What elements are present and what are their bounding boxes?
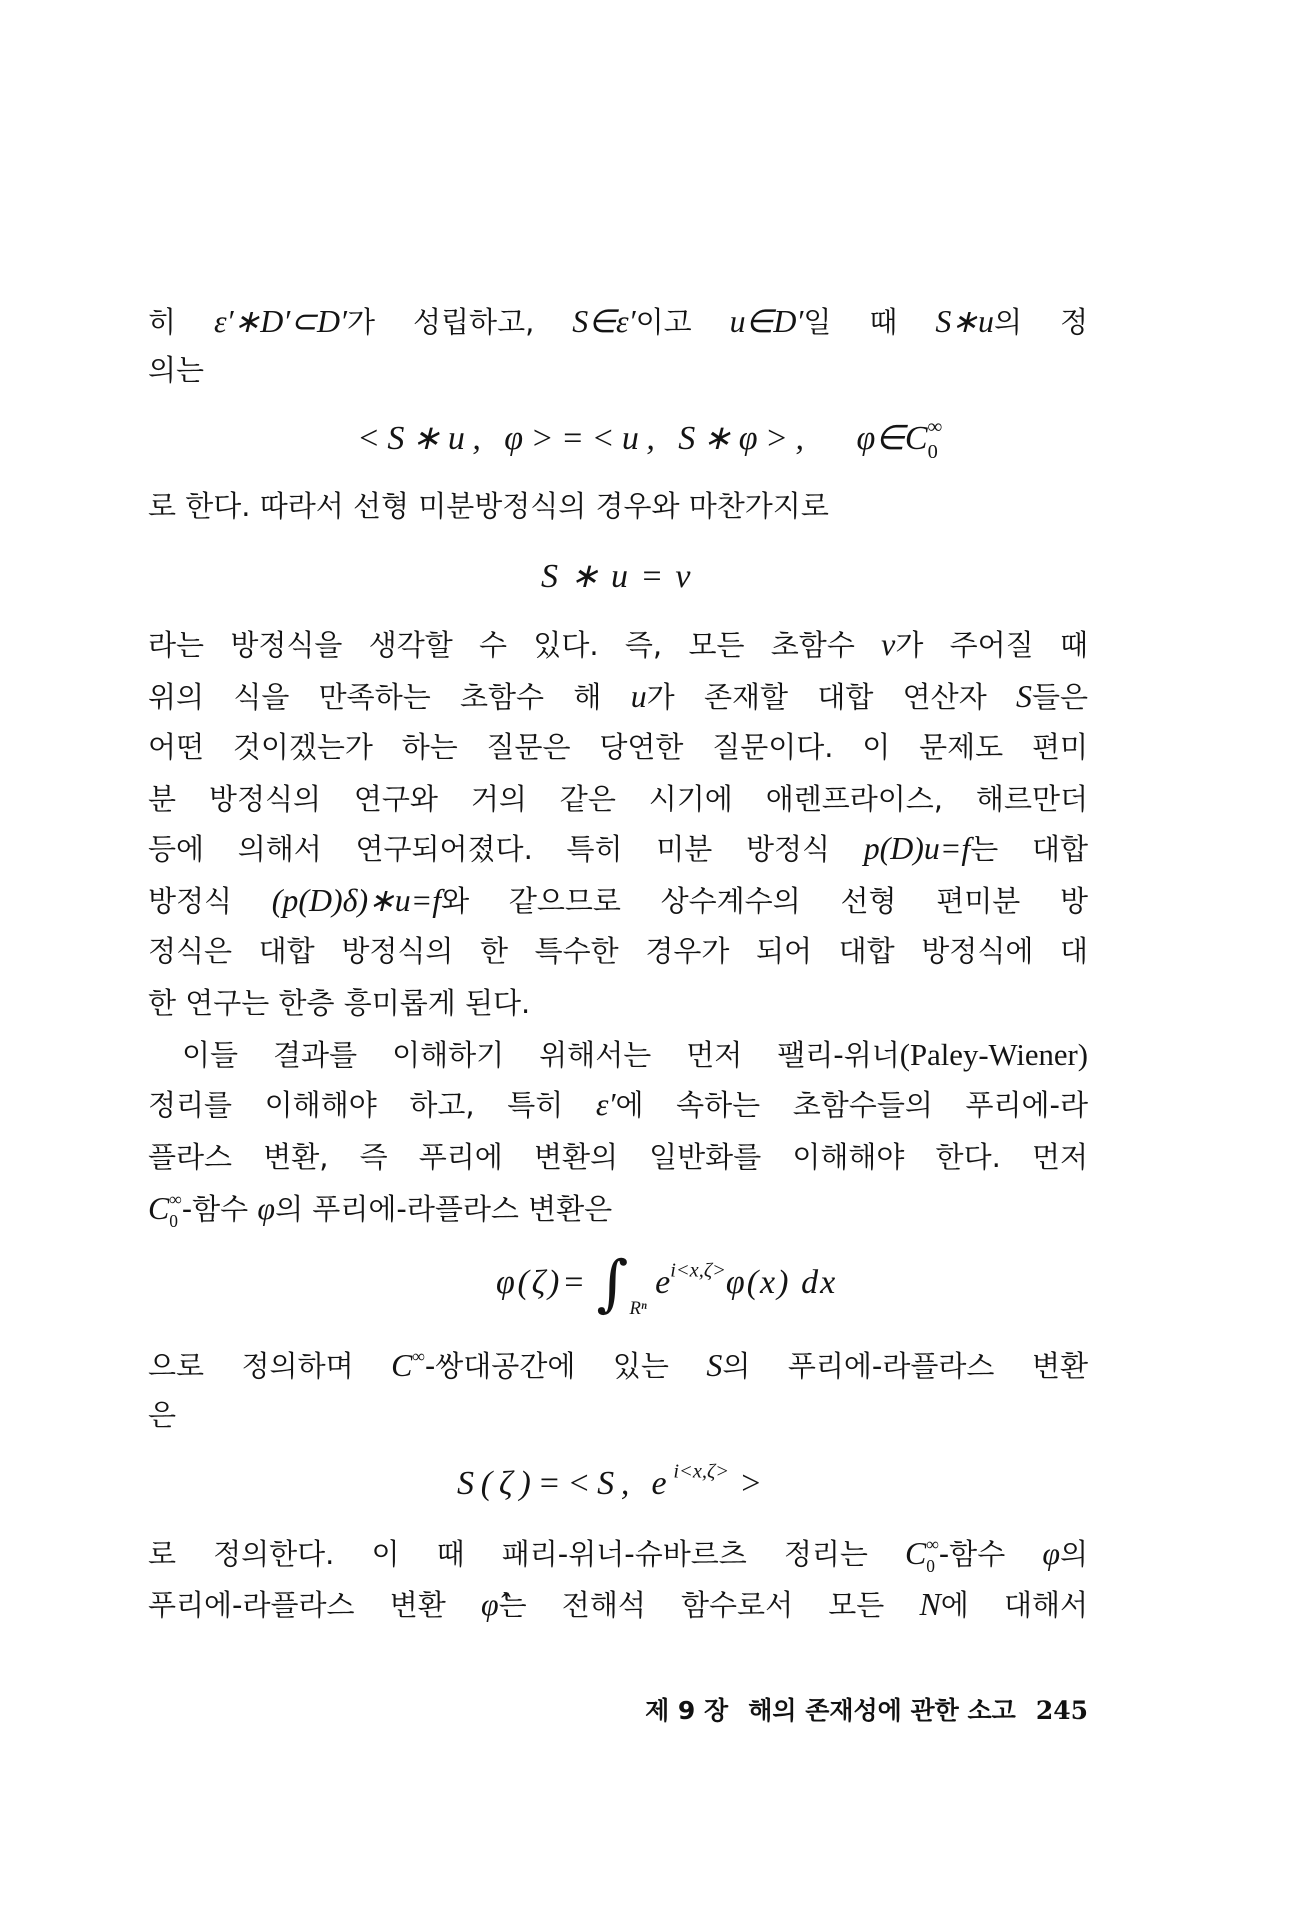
- text-run: 는 전해석 함수로서 모든: [498, 1588, 920, 1622]
- text-run: 라는 방정식을 생각할 수 있다. 즉, 모든 초함수: [148, 628, 882, 662]
- math-run: S(ζ)=<S, e: [457, 1465, 674, 1502]
- math-run: C: [905, 1536, 927, 1571]
- text-run: 위의 식을 만족하는 초함수 해: [148, 680, 631, 714]
- text-run: 의: [1059, 1537, 1088, 1571]
- display-equation: [457, 1459, 762, 1507]
- text-run: 분 방정식의 연구와 거의 같은 시기에 애렌프라이스, 해르만더: [148, 782, 1088, 816]
- text-run: 이들 결과를 이해하기 위해서는 먼저 팰리-위너: [182, 1038, 900, 1072]
- text-run: 에 대해서: [940, 1588, 1089, 1622]
- text-run: 로 한다. 따라서 선형 미분방정식의 경우와 마찬가지로: [148, 489, 829, 523]
- math-run: N: [919, 1587, 941, 1622]
- text-run: -쌍대공간에 있는: [424, 1349, 707, 1383]
- page-number: 245: [1035, 1696, 1088, 1725]
- text-run: 의 푸리에-라플라스 변환은: [275, 1192, 613, 1226]
- text-line: [148, 486, 1088, 526]
- text-run: 푸리에-라플라스 변환: [148, 1588, 481, 1622]
- text-run: 로 정의한다. 이 때 패리-위너-슈바르츠 정리는: [148, 1537, 906, 1571]
- integral-limit: Rⁿ: [629, 1297, 647, 1319]
- chapter-label: 제 9 장: [645, 1696, 729, 1725]
- text-run: 정식은 대합 방정식의 한 특수한 경우가 되어 대합 방정식에 대: [148, 934, 1088, 968]
- text-line: [148, 1085, 1088, 1125]
- text-run: 에 속하는 초함수들의 푸리에-라: [615, 1088, 1088, 1122]
- integral-sign: ∫: [596, 1248, 629, 1320]
- text-line: [148, 1346, 1088, 1386]
- text-run: 의 푸리에-라플라스 변환: [722, 1349, 1088, 1383]
- text-run: 어떤 것이겠는가 하는 질문은 당연한 질문이다. 이 문제도 편미: [148, 730, 1088, 764]
- math-run: φ∈C: [856, 420, 928, 457]
- subscript: 0: [926, 1555, 935, 1576]
- superscript: ∞: [926, 1534, 939, 1555]
- text-line: [148, 302, 1088, 342]
- math-run: φ(x) dx: [725, 1264, 838, 1301]
- running-footer: [645, 1691, 1088, 1731]
- math-run: S∗u=v: [541, 558, 703, 595]
- text-run: 와 같으므로 상수계수의 선형 편미분 방: [441, 884, 1088, 918]
- math-run: S: [706, 1348, 723, 1383]
- text-run: 으로 정의하며: [148, 1349, 392, 1383]
- text-run: 은: [148, 1398, 177, 1432]
- math-run: C: [148, 1191, 170, 1226]
- subscript: 0: [169, 1210, 178, 1231]
- math-run: u: [630, 679, 647, 714]
- text-run: 정리를 이해해야 하고, 특히: [148, 1088, 596, 1122]
- math-run: (p(D)δ)∗u=f: [271, 883, 442, 918]
- text-line: [148, 1585, 1088, 1625]
- math-run: ε′: [595, 1087, 616, 1122]
- text-run: 방정식: [148, 884, 272, 918]
- math-run: φ(ζ)=: [496, 1264, 588, 1301]
- superscript: ∞: [169, 1189, 182, 1210]
- math-run: <S∗u, φ>=<u, S∗φ>,: [357, 420, 812, 457]
- text-line: [148, 1395, 1088, 1435]
- text-run: -함수: [938, 1537, 1043, 1571]
- chapter-title: 해의 존재성에 관한 소고: [748, 1696, 1016, 1725]
- text-line: [148, 625, 1088, 665]
- text-line: [148, 779, 1088, 819]
- text-line: [148, 1189, 1088, 1229]
- text-run: -함수: [181, 1192, 258, 1226]
- text-run: 등에 의해서 연구되어졌다. 특히 미분 방정식: [148, 832, 864, 866]
- text-run: 들은: [1031, 680, 1088, 714]
- text-run: 플라스 변환, 즉 푸리에 변환의 일반화를 이해해야 한다. 먼저: [148, 1140, 1088, 1174]
- text-run: 이고: [635, 305, 730, 339]
- text-run: 일 때: [803, 305, 936, 339]
- math-run: u∈D′: [729, 304, 804, 339]
- text-line: [182, 1035, 1088, 1075]
- superscript: i<x,ζ>: [670, 1259, 726, 1282]
- superscript: ∞: [412, 1346, 425, 1367]
- text-run: 한 연구는 한층 흥미롭게 된다.: [148, 986, 531, 1020]
- display-equation: [496, 1242, 837, 1322]
- math-run: φ: [1042, 1536, 1060, 1571]
- math-run: p(D)u=f: [863, 831, 971, 866]
- math-run: >: [739, 1465, 763, 1502]
- text-run: 의는: [148, 353, 205, 387]
- subscript: 0: [927, 441, 938, 464]
- math-run: ε′∗D′⊂D′: [214, 304, 348, 339]
- math-run: C: [391, 1348, 413, 1383]
- text-run: 는 대합: [970, 832, 1088, 866]
- math-run: φ: [257, 1191, 276, 1226]
- math-run: S∗u: [935, 304, 994, 339]
- text-run: 가 주어질 때: [895, 628, 1088, 662]
- text-line: [148, 1137, 1088, 1177]
- text-line: [148, 677, 1088, 717]
- text-line: [148, 931, 1088, 971]
- text-run: (Paley-Wiener): [899, 1038, 1088, 1072]
- text-line: [148, 727, 1088, 767]
- text-run: 히: [148, 305, 215, 339]
- text-line: [148, 350, 1088, 390]
- display-equation: [541, 552, 703, 600]
- math-run: φ̂: [480, 1587, 499, 1622]
- superscript: i<x,ζ>: [673, 1460, 729, 1483]
- text-line: [148, 829, 1088, 869]
- text-run: 의 정: [993, 305, 1089, 339]
- math-run: e: [655, 1264, 671, 1301]
- math-run: S: [1016, 679, 1032, 714]
- text-line: [148, 983, 1088, 1023]
- text-run: 가 성립하고,: [347, 305, 573, 339]
- math-run: S∈ε′: [572, 304, 636, 339]
- text-line: [148, 881, 1088, 921]
- superscript: ∞: [927, 415, 943, 438]
- math-run: v: [881, 627, 896, 662]
- text-line: [148, 1534, 1088, 1574]
- text-run: 가 존재할 대합 연산자: [646, 680, 1017, 714]
- display-equation: [357, 414, 942, 462]
